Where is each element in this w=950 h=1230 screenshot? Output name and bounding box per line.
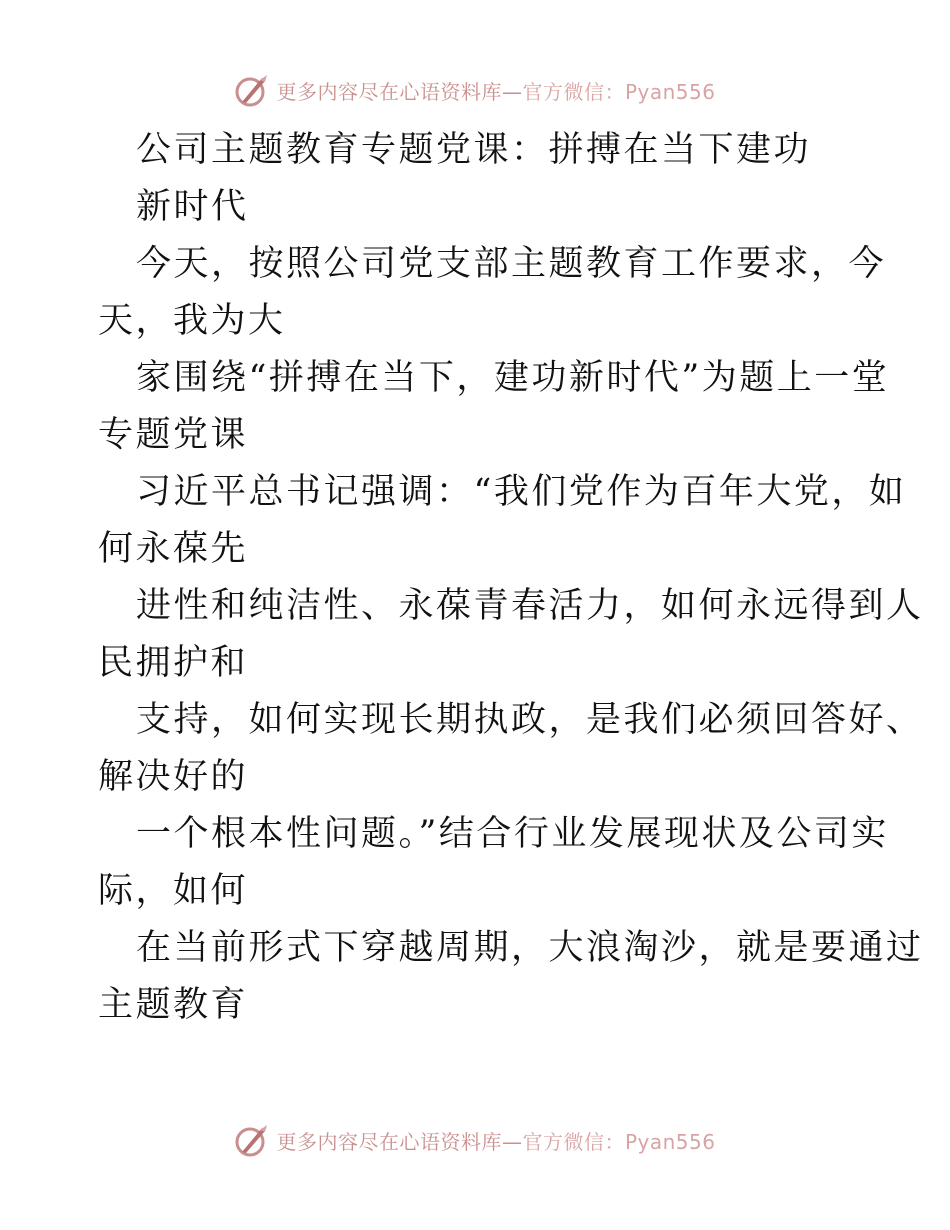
header-watermark [0,70,950,110]
footer-watermark-wechat: 官方微信：Pyan556 [522,1129,716,1154]
paragraph-line: 家围绕“拼搏在当下，建功新时代”为题上一堂 [136,358,890,398]
title-line-1: 公司主题教育专题党课：拼搏在当下建功 [136,130,812,170]
paragraph-line: 解决好的 [98,757,249,797]
title-line-2: 新时代 [136,187,249,227]
paragraph-line: 际，如何 [98,871,249,911]
paragraph-line: 在当前形式下穿越周期，大浪淘沙，就是要通过 [136,928,924,968]
quill-pen-logo-icon [234,1122,270,1158]
paragraph-line: 进性和纯洁性、永葆青春活力，如何永远得到人 [136,586,924,626]
document-body [98,122,924,1034]
paragraph-line: 民拥护和 [98,643,249,683]
paragraph-line: 习近平总书记强调：“我们党作为百年大党，如 [136,472,907,512]
footer-watermark [0,1120,950,1160]
header-watermark-wechat: 官方微信：Pyan556 [522,79,716,104]
paragraph-line: 天，我为大 [98,301,286,341]
header-watermark-text: 更多内容尽在心语资料库— [276,79,523,104]
paragraph-line: 支持，如何实现长期执政，是我们必须回答好、 [136,700,924,740]
paragraph-line: 何永葆先 [98,529,249,569]
quill-pen-logo-icon [234,72,270,108]
paragraph-line: 主题教育 [98,985,249,1025]
paragraph-line: 一个根本性问题。”结合行业发展现状及公司实 [136,814,889,854]
paragraph-line: 今天，按照公司党支部主题教育工作要求，今 [136,244,887,284]
paragraph-line: 专题党课 [98,415,249,455]
footer-watermark-text: 更多内容尽在心语资料库— [276,1129,523,1154]
